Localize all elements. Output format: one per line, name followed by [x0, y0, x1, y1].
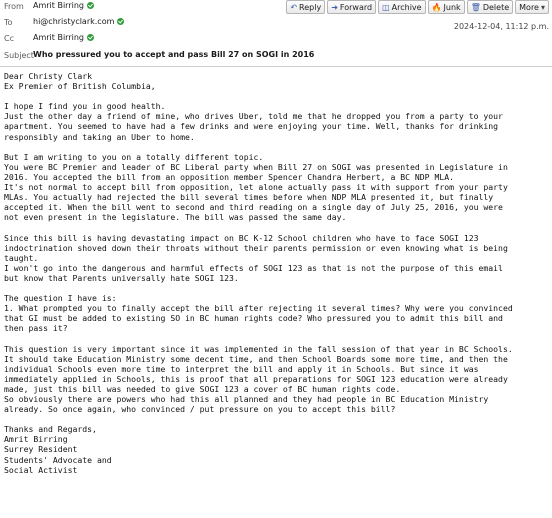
cc-value[interactable]	[33, 33, 94, 42]
body-line: I hope I find you in good health.	[4, 101, 166, 112]
delete-button[interactable]	[467, 0, 513, 14]
reply-label: Reply	[299, 2, 322, 12]
verified-contact-icon	[87, 2, 94, 9]
body-line	[4, 333, 552, 343]
subject-label: Subject	[4, 51, 34, 60]
body-line: Surrey Resident	[4, 444, 78, 455]
body-line: 2016. You accepted the bill from an opposition member Spencer Chandra Herbert, a BC NDP MLA.	[4, 171, 455, 182]
forward-icon: ➜	[331, 2, 338, 12]
body-line: that GI must be added to existing SO in BC human rights code? Who pressured you to admit this bill and	[4, 313, 503, 324]
body-line: immediately applied in Schools, this is proof that all preparations for SOGI 123 education were already	[4, 373, 508, 384]
junk-icon: 🔥	[431, 2, 442, 12]
body-line	[4, 222, 552, 232]
from-label: From	[4, 2, 24, 11]
body-line: Dear Christy Clark	[4, 71, 93, 81]
body-line: then pass it?	[4, 323, 68, 334]
to-value[interactable]	[33, 17, 124, 26]
verified-contact-icon	[87, 34, 94, 41]
to-label: To	[4, 18, 13, 27]
body-line: Social Activist	[4, 464, 78, 475]
body-line: apartment. You seemed to have had a few drinks and were enjoying your time. Well, thanks for drinking	[4, 121, 499, 132]
body-line: 1. What prompted you to finally accept the bill after rejecting it several times? Why were you convinced	[4, 303, 513, 314]
from-value[interactable]	[33, 1, 94, 10]
to-address[interactable]: hi@christyclark.com	[33, 17, 115, 26]
body-line: indoctrination shoved down their throats without their parents permission or even knowing what is being	[4, 242, 508, 253]
cc-label: Cc	[4, 34, 14, 43]
body-line: Since this bill is having devastating impact on BC K-12 School children who have to face SOGI 123	[4, 232, 479, 243]
chevron-down-icon: ▾	[540, 2, 545, 12]
body-line: made, just this bill was needed to give SOGI 123 a cover of BC human rights code.	[4, 383, 401, 394]
body-line: Students' Advocate and	[4, 454, 112, 465]
body-line: The question I have is:	[4, 293, 117, 304]
more-label: More	[519, 2, 539, 12]
body-line: individual Schools even more time to interpret the bill and apply it in Schools. But since it was	[4, 363, 479, 374]
message-body	[4, 71, 552, 475]
junk-label: Junk	[443, 2, 461, 12]
body-line: It should take Education Ministry some decent time, and then School Boards some more time, and then the	[4, 353, 508, 364]
forward-button[interactable]	[327, 0, 376, 14]
body-line: This question is very important since it was implemented in the fall session of that year in BC Schools.	[4, 343, 513, 354]
body-line: It's not normal to accept bill from opposition, let alone actually pass it with support from your party	[4, 182, 508, 193]
header-divider	[0, 66, 552, 67]
cc-row	[0, 32, 552, 48]
archive-button[interactable]	[378, 0, 426, 14]
body-line: You were BC Premier and leader of BC Liberal party when Bill 27 on SOGI was presented in Legislature in	[4, 161, 508, 172]
body-line: Amrit Birring	[4, 434, 68, 445]
from-name[interactable]: Amrit Birring	[33, 1, 84, 10]
body-line: Thanks and Regards,	[4, 424, 97, 435]
subject-value: Who pressured you to accept and pass Bill 27 on SOGI in 2016	[33, 50, 315, 59]
body-line: I won't go into the dangerous and harmful effects of SOGI 123 as that is not the purpose of this email	[4, 262, 503, 273]
more-button[interactable]	[515, 0, 549, 14]
message-header	[0, 0, 552, 66]
body-line: MLAs. You actually had rejected the bill several times before when NDP MLA presented it, but finally	[4, 192, 494, 203]
delete-label: Delete	[482, 2, 510, 12]
message-date: 2024-12-04, 11:12 p.m.	[453, 22, 549, 31]
body-line: not even present in the legislature. The bill was passed the same day.	[4, 212, 347, 223]
body-line	[4, 142, 552, 152]
body-line: but know that Parents universally hate SOGI 123.	[4, 272, 239, 283]
archive-icon: ◫	[382, 2, 390, 12]
forward-label: Forward	[339, 2, 373, 12]
body-line	[4, 91, 552, 101]
body-line: taught.	[4, 252, 39, 263]
message-toolbar	[286, 0, 549, 14]
body-line: Ex Premier of British Columbia,	[4, 81, 156, 92]
reply-icon: ↶	[290, 2, 298, 12]
cc-name[interactable]: Amrit Birring	[33, 33, 84, 42]
body-line: Just the other day a friend of mine, who drives Uber, told me that he dropped you from a party to your	[4, 111, 503, 122]
body-line: accepted it. When the bill went to second and third reading on a single day of July 25, 2016, you were	[4, 202, 503, 213]
trash-icon: 🗑	[470, 2, 481, 12]
body-line: responsibly and taking an Uber to home.	[4, 131, 195, 142]
subject-row	[0, 49, 552, 65]
body-line: But I am writing to you on a totally different topic.	[4, 151, 264, 162]
body-line	[4, 414, 552, 424]
reply-button[interactable]	[286, 0, 325, 14]
archive-label: Archive	[391, 2, 422, 12]
body-line: So obviously there are powers who had this all planned and they had people in BC Education Ministry	[4, 394, 489, 404]
body-line: already. So once again, who convinced / put pressure on you to accept this bill?	[4, 404, 396, 415]
junk-button[interactable]	[428, 0, 465, 14]
verified-contact-icon	[117, 18, 124, 25]
body-line	[4, 283, 552, 293]
